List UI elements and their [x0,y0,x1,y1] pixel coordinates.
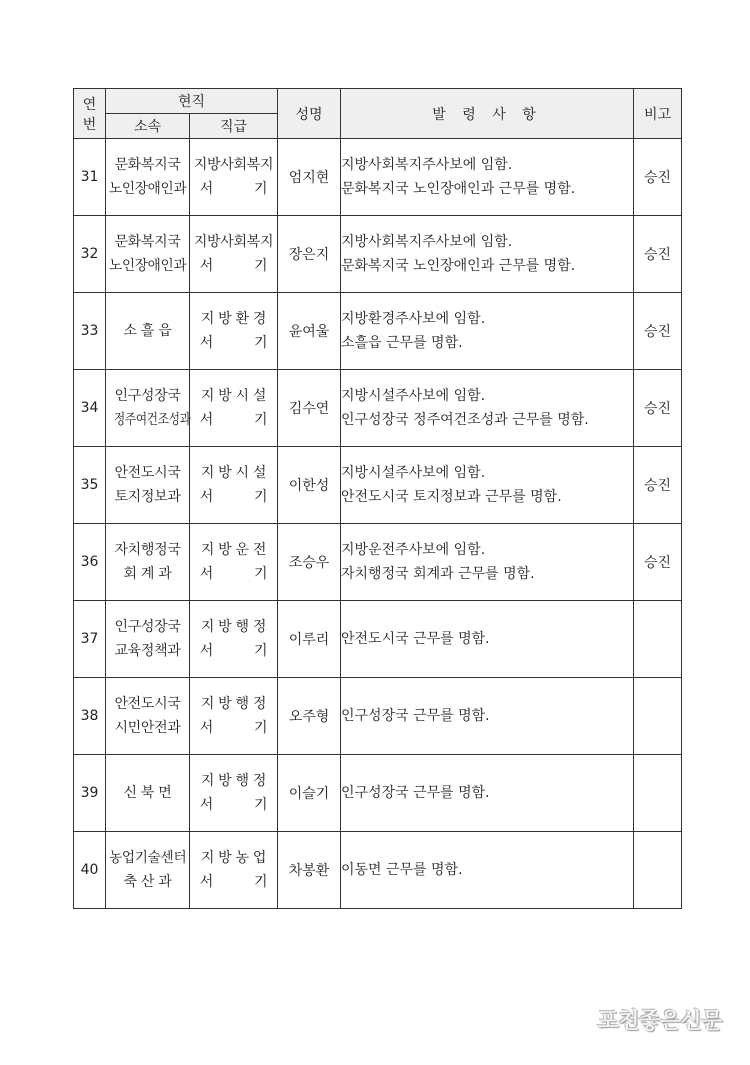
order-line: 안전도시국 토지정보과 근무를 명함. [341,489,562,505]
col-header-rank: 직급 [190,114,278,139]
row-order [341,293,634,370]
row-order [341,139,634,216]
row-rank [190,601,278,678]
rank-line: 지 방 행 정 [200,773,267,789]
row-rank [190,293,278,370]
order-line: 지방사회복지주사보에 임함. [341,157,513,173]
row-name: 장은지 [278,216,341,293]
dept-line: 인구성장국 [114,619,181,635]
row-name: 조승우 [278,524,341,601]
rank-line: 서 기 [199,874,268,890]
col-header-current: 현직 [106,89,278,114]
dept-line: 축 산 과 [123,874,172,890]
table-row [74,601,682,678]
row-number: 36 [74,524,106,601]
row-rank [190,447,278,524]
row-note [634,678,682,755]
row-rank [190,678,278,755]
col-header-order: 발 령 사 항 [341,89,634,139]
order-line: 지방환경주사보에 임함. [341,311,486,327]
row-name: 엄지현 [278,139,341,216]
row-note: 승진 [634,216,682,293]
table-row [74,370,682,447]
row-order [341,678,634,755]
row-rank [190,139,278,216]
dept-line: 노인장애인과 [108,258,187,274]
order-line: 안전도시국 근무를 명함. [341,631,490,647]
rank-line: 지 방 시 설 [200,388,267,404]
row-note [634,832,682,909]
row-number: 37 [74,601,106,678]
table-row [74,447,682,524]
dept-line: 회 계 과 [123,566,172,582]
table-row [74,293,682,370]
order-line: 인구성장국 근무를 명함. [341,708,490,724]
col-header-dept: 소속 [106,114,190,139]
row-name: 차봉환 [278,832,341,909]
order-line: 인구성장국 근무를 명함. [341,785,490,801]
dept-line: 시민안전과 [114,720,181,736]
rank-line: 서 기 [199,566,268,582]
row-name: 윤여울 [278,293,341,370]
rank-line: 지 방 시 설 [200,465,267,481]
order-line: 지방시설주사보에 임함. [341,388,486,404]
row-dept [106,832,190,909]
row-name: 이한성 [278,447,341,524]
rank-line: 서 기 [199,258,268,274]
table-row [74,832,682,909]
col-header-no [74,89,106,139]
table-row [74,755,682,832]
dept-line: 안전도시국 [114,465,181,481]
row-order [341,216,634,293]
row-name: 이루리 [278,601,341,678]
rank-line: 서 기 [199,797,268,813]
row-dept [106,139,190,216]
col-header-name: 성명 [278,89,341,139]
row-number: 40 [74,832,106,909]
row-rank [190,216,278,293]
row-note: 승진 [634,139,682,216]
rank-line: 서 기 [199,489,268,505]
dept-line: 노인장애인과 [108,181,187,197]
row-rank [190,370,278,447]
dept-line: 신 북 면 [123,785,172,801]
row-name: 김수연 [278,370,341,447]
row-note: 승진 [634,370,682,447]
order-line: 이동면 근무를 명함. [341,862,463,878]
table-row [74,678,682,755]
row-order [341,601,634,678]
row-dept [106,447,190,524]
row-number: 38 [74,678,106,755]
row-note [634,601,682,678]
row-dept [106,601,190,678]
row-rank [190,755,278,832]
personnel-order-table [73,88,682,909]
order-line: 지방사회복지주사보에 임함. [341,234,513,250]
row-dept [106,370,190,447]
row-dept [106,216,190,293]
rank-line: 서 기 [199,181,268,197]
order-line: 문화복지국 노인장애인과 근무를 명함. [341,181,576,197]
row-number: 34 [74,370,106,447]
dept-line: 토지정보과 [114,489,181,505]
rank-line: 서 기 [199,720,268,736]
row-number: 32 [74,216,106,293]
row-note: 승진 [634,524,682,601]
row-number: 33 [74,293,106,370]
rank-line: 지 방 행 정 [200,619,267,635]
rank-line: 지 방 운 전 [200,542,267,558]
dept-line: 자치행정국 [114,542,181,558]
order-line: 자치행정국 회계과 근무를 명함. [341,566,535,582]
table-row [74,524,682,601]
order-line: 지방운전주사보에 임함. [341,542,486,558]
rank-line: 지 방 농 업 [200,850,267,866]
row-note [634,755,682,832]
row-order [341,370,634,447]
dept-line: 문화복지국 [114,234,181,250]
rank-line: 서 기 [199,643,268,659]
row-dept [106,678,190,755]
dept-line: 소 흘 읍 [123,323,172,339]
row-number: 31 [74,139,106,216]
col-header-no-2: 번 [82,116,97,133]
row-note: 승진 [634,293,682,370]
table-row [74,216,682,293]
order-line: 문화복지국 노인장애인과 근무를 명함. [341,258,576,274]
row-note: 승진 [634,447,682,524]
row-dept [106,293,190,370]
row-number: 35 [74,447,106,524]
rank-line: 지 방 환 경 [200,311,267,327]
row-name: 오주형 [278,678,341,755]
dept-line: 농업기술센터 [108,850,187,866]
row-order [341,524,634,601]
row-rank [190,832,278,909]
rank-line: 지 방 행 정 [200,696,267,712]
dept-line: 교육정책과 [114,643,181,659]
row-dept [106,524,190,601]
row-order [341,832,634,909]
col-header-no-1: 연 [82,96,97,113]
rank-line: 서 기 [199,412,268,428]
row-order [341,447,634,524]
row-number: 39 [74,755,106,832]
dept-line: 안전도시국 [114,696,181,712]
order-line: 인구성장국 정주여건조성과 근무를 명함. [341,412,589,428]
dept-line: 정주여건조성과 [113,412,191,428]
dept-line: 문화복지국 [114,157,181,173]
order-line: 소흘읍 근무를 명함. [341,335,463,351]
row-dept [106,755,190,832]
rank-line: 지방사회복지 [193,234,274,250]
table-row [74,139,682,216]
row-name: 이슬기 [278,755,341,832]
dept-line: 인구성장국 [114,388,181,404]
watermark-logo: 포천좋은신문 [597,1009,722,1034]
rank-line: 서 기 [199,335,268,351]
col-header-note: 비고 [634,89,682,139]
rank-line: 지방사회복지 [193,157,274,173]
order-line: 지방시설주사보에 임함. [341,465,486,481]
row-order [341,755,634,832]
row-rank [190,524,278,601]
